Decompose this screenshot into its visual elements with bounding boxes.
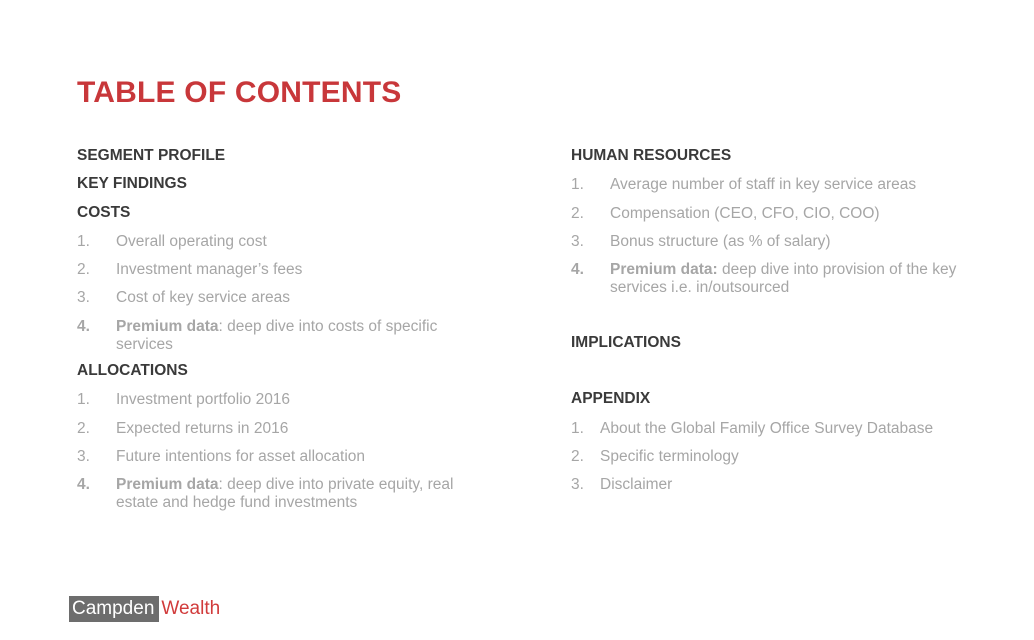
- page-title: TABLE OF CONTENTS: [77, 76, 402, 109]
- item-number: 1.: [571, 176, 584, 193]
- toc-heading-segment-profile[interactable]: SEGMENT PROFILE: [77, 147, 226, 164]
- toc-item-allocations-3[interactable]: [77, 448, 497, 466]
- premium-data-label: Premium data: [116, 476, 219, 493]
- logo-campden-text: Campden: [69, 596, 159, 622]
- item-number: 3.: [77, 289, 90, 306]
- toc-item-allocations-premium[interactable]: [77, 476, 487, 512]
- item-number: 3.: [571, 476, 584, 493]
- toc-item-hr-3[interactable]: [571, 233, 991, 251]
- item-text: Expected returns in 2016: [116, 420, 289, 437]
- item-number: 2.: [571, 205, 584, 222]
- item-text: Compensation (CEO, CFO, CIO, COO): [610, 205, 880, 222]
- toc-item-costs-1[interactable]: [77, 233, 497, 251]
- premium-data-description: : deep dive into costs of specific services: [116, 318, 438, 353]
- item-text: [77, 476, 487, 512]
- toc-item-allocations-2[interactable]: [77, 420, 497, 438]
- item-text: Cost of key service areas: [116, 289, 291, 306]
- item-number: 4.: [571, 261, 584, 278]
- item-text: Average number of staff in key service areas: [610, 176, 917, 193]
- item-number: 2.: [77, 261, 90, 278]
- premium-data-description: deep dive into provision of the key services i.e. in/outsourced: [610, 261, 957, 296]
- item-text: Investment portfolio 2016: [116, 391, 291, 408]
- toc-item-appendix-3[interactable]: [571, 476, 991, 494]
- item-number: 1.: [77, 233, 90, 250]
- toc-item-appendix-2[interactable]: [571, 448, 991, 466]
- item-number: 2.: [77, 420, 90, 437]
- campden-wealth-logo: [69, 596, 220, 622]
- item-text: Specific terminology: [600, 448, 739, 465]
- item-number: 1.: [77, 391, 90, 408]
- toc-item-hr-2[interactable]: [571, 205, 991, 223]
- item-number: 4.: [77, 476, 90, 493]
- item-number: 3.: [571, 233, 584, 250]
- item-number: 1.: [571, 420, 584, 437]
- premium-data-label: Premium data: [116, 318, 219, 335]
- item-text: Future intentions for asset allocation: [116, 448, 365, 465]
- item-number: 3.: [77, 448, 90, 465]
- toc-item-costs-2[interactable]: [77, 261, 497, 279]
- toc-heading-implications[interactable]: IMPLICATIONS: [571, 334, 681, 351]
- toc-item-appendix-1[interactable]: [571, 420, 991, 438]
- toc-item-hr-premium[interactable]: [571, 261, 991, 297]
- item-text: Overall operating cost: [116, 233, 267, 250]
- premium-data-label: Premium data:: [610, 261, 718, 278]
- toc-heading-appendix[interactable]: APPENDIX: [571, 390, 651, 407]
- toc-item-costs-premium[interactable]: [77, 318, 477, 354]
- item-text: Disclaimer: [600, 476, 673, 493]
- toc-item-hr-1[interactable]: [571, 176, 991, 194]
- toc-item-allocations-1[interactable]: [77, 391, 497, 409]
- premium-data-description: : deep dive into private equity, real estate and hedge fund investments: [116, 476, 454, 511]
- toc-heading-human-resources[interactable]: HUMAN RESOURCES: [571, 147, 732, 164]
- logo-wealth-text: Wealth: [161, 598, 221, 619]
- toc-item-costs-3[interactable]: [77, 289, 497, 307]
- item-text: Bonus structure (as % of salary): [610, 233, 831, 250]
- item-number: 2.: [571, 448, 584, 465]
- toc-heading-costs[interactable]: COSTS: [77, 204, 131, 221]
- item-text: [571, 261, 991, 297]
- item-text: Investment manager’s fees: [116, 261, 303, 278]
- toc-heading-allocations[interactable]: ALLOCATIONS: [77, 362, 188, 379]
- toc-heading-key-findings[interactable]: KEY FINDINGS: [77, 175, 187, 192]
- item-number: 4.: [77, 318, 90, 335]
- item-text: [77, 318, 477, 354]
- item-text: About the Global Family Office Survey Database: [600, 420, 934, 437]
